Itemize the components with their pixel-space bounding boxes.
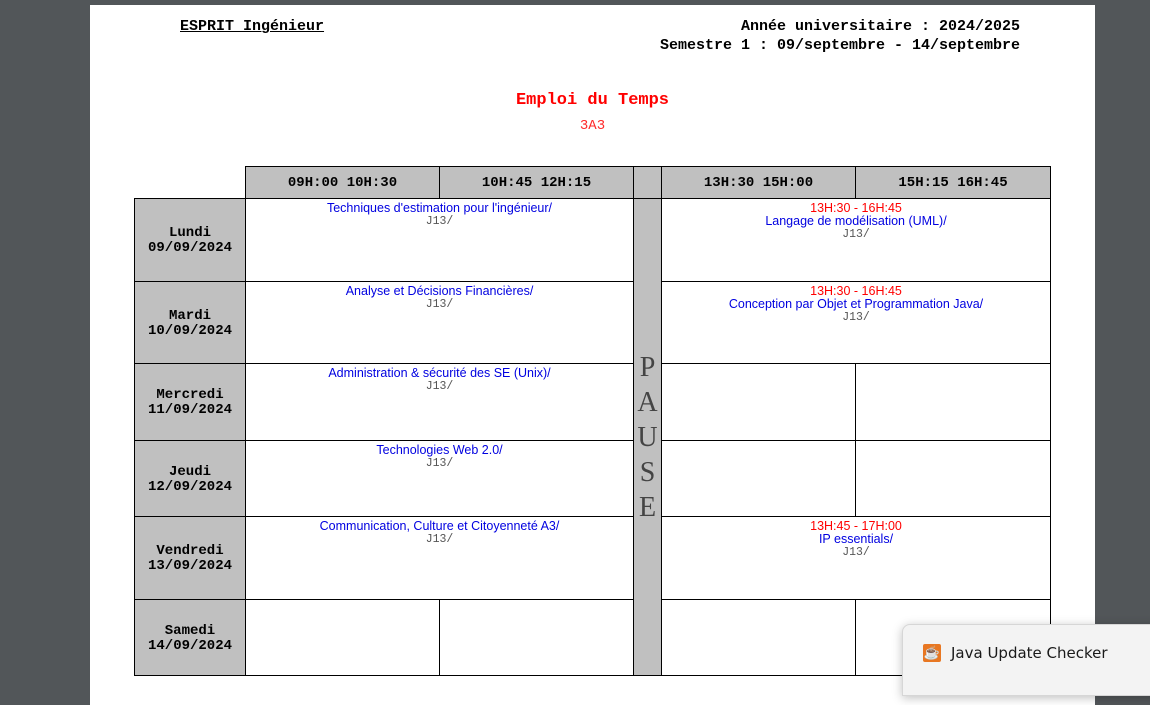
- session-time: 13H:45 - 17H:00: [810, 519, 902, 533]
- course-name: Communication, Culture et Citoyenneté A3/: [319, 519, 560, 533]
- course-name: Techniques d'estimation pour l'ingénieur/: [326, 201, 553, 215]
- slot-header-4: 15H:15 16H:45: [855, 166, 1051, 199]
- day-name: Samedi: [164, 622, 216, 639]
- day-name: Lundi: [168, 225, 211, 241]
- room-label: J13/: [842, 228, 870, 241]
- pause-letter: E: [638, 491, 657, 523]
- day-lundi: [134, 198, 246, 282]
- session-vendredi-afternoon[interactable]: [661, 516, 1051, 600]
- pause-column: [633, 198, 662, 676]
- day-date: 09/09/2024: [147, 240, 232, 256]
- room-label: J13/: [425, 298, 454, 311]
- session-mercredi-morning[interactable]: [245, 363, 634, 441]
- class-name: 3A3: [579, 118, 606, 134]
- empty-slot: [661, 599, 856, 676]
- empty-slot: [439, 599, 634, 676]
- day-date: 13/09/2024: [147, 558, 232, 574]
- session-time: 13H:30 - 16H:45: [810, 284, 902, 298]
- room-label: J13/: [842, 311, 870, 324]
- day-date: 11/09/2024: [147, 402, 232, 418]
- academic-info: [660, 17, 1020, 55]
- empty-slot: [855, 363, 1051, 441]
- room-label: J13/: [842, 546, 870, 559]
- room-label: J13/: [425, 533, 454, 546]
- empty-slot: [245, 599, 440, 676]
- course-name: Langage de modélisation (UML)/: [765, 214, 947, 228]
- pause-header: [633, 166, 662, 199]
- session-jeudi-morning[interactable]: [245, 440, 634, 517]
- session-lundi-afternoon[interactable]: [661, 198, 1051, 282]
- slot-header-2: 10H:45 12H:15: [439, 166, 634, 199]
- day-jeudi: [134, 440, 246, 517]
- java-update-notification[interactable]: [902, 624, 1150, 696]
- slot-header-1: 09H:00 10H:30: [245, 166, 440, 199]
- slot-header-3: 13H:30 15H:00: [661, 166, 856, 199]
- pause-letter: S: [639, 456, 656, 488]
- pause-letter: U: [637, 421, 658, 453]
- page-title: Emploi du Temps: [515, 91, 670, 110]
- day-name: Jeudi: [168, 463, 211, 480]
- academic-year: Année universitaire : 2024/2025: [740, 18, 1020, 35]
- document-page: [90, 5, 1095, 705]
- empty-slot: [661, 363, 856, 441]
- pause-letter: P: [639, 351, 656, 383]
- room-label: J13/: [425, 215, 454, 228]
- day-mercredi: [134, 363, 246, 441]
- day-mardi: [134, 281, 246, 364]
- course-name: Technologies Web 2.0/: [376, 443, 503, 457]
- day-date: 14/09/2024: [147, 637, 232, 654]
- java-icon: ☕: [923, 645, 941, 660]
- pause-letter: A: [637, 386, 658, 418]
- session-vendredi-morning[interactable]: [245, 516, 634, 600]
- day-name: Vendredi: [156, 543, 224, 559]
- semester-range: Semestre 1 : 09/septembre - 14/septembre: [659, 37, 1020, 54]
- course-name: Conception par Objet et Programmation Java/: [728, 297, 984, 311]
- day-vendredi: [134, 516, 246, 600]
- session-mardi-afternoon[interactable]: [661, 281, 1051, 364]
- course-name: Analyse et Décisions Financières/: [345, 284, 534, 298]
- notification-title: Java Update Checker: [951, 644, 1108, 662]
- course-name: IP essentials/: [818, 532, 894, 546]
- room-label: J13/: [425, 380, 454, 393]
- day-date: 10/09/2024: [147, 322, 232, 339]
- room-label: J13/: [425, 457, 454, 470]
- day-name: Mardi: [168, 307, 211, 324]
- session-lundi-morning[interactable]: [245, 198, 634, 282]
- empty-slot: [855, 440, 1051, 517]
- day-date: 12/09/2024: [147, 478, 232, 495]
- brand-label: ESPRIT Ingénieur: [180, 18, 325, 35]
- day-samedi: [134, 599, 246, 676]
- day-name: Mercredi: [156, 387, 224, 403]
- empty-slot: [661, 440, 856, 517]
- course-name: Administration & sécurité des SE (Unix)/: [328, 366, 551, 380]
- session-mardi-morning[interactable]: [245, 281, 634, 364]
- session-time: 13H:30 - 16H:45: [810, 201, 902, 215]
